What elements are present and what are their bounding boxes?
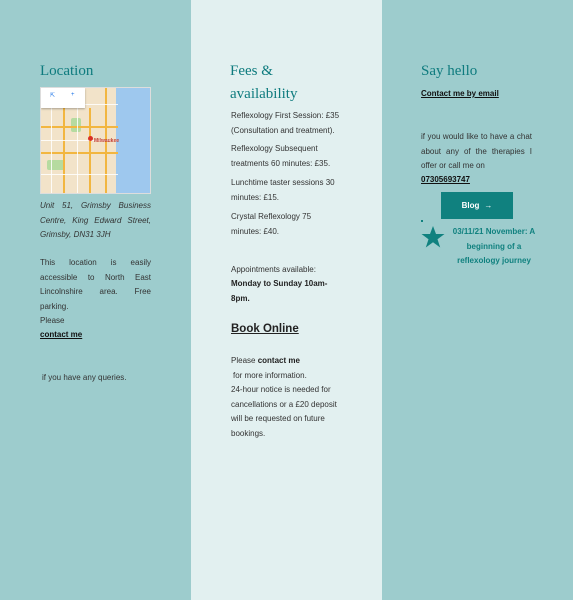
queries-text: if you have any queries. <box>42 373 127 382</box>
map-city-label: Milwaukee <box>94 138 120 144</box>
location-map[interactable] <box>40 87 151 194</box>
map-road <box>89 108 91 194</box>
contact-me-link[interactable]: contact me <box>40 330 83 339</box>
appointments-hours: Monday to Sunday 10am-8pm. <box>231 279 328 303</box>
notice-text: 24-hour notice is needed for cancellations or a £20 deposit will be requested on future bookings. <box>231 385 337 438</box>
access-text: This location is easily accessible to North East Lincolnshire area. Free parking. <box>40 258 151 311</box>
fees-heading-line1: Fees & <box>230 63 273 79</box>
fee-item: Crystal Reflexology 75 minutes: £40. <box>231 212 312 236</box>
map-park <box>71 118 81 132</box>
chat-text: if you would like to have a chat about any of the therapies I offer or call me on <box>421 132 532 170</box>
book-online-link[interactable]: Book Online <box>231 323 299 335</box>
please-contact-block <box>231 354 341 369</box>
fee-item: Reflexology First Session: £35 (Consultation and treatment). <box>231 111 340 135</box>
say-hello-heading: Say hello <box>421 63 478 79</box>
more-info-text: for more information. <box>233 371 307 380</box>
fee-item: Reflexology Subsequent treatments 60 minutes: £35. <box>231 144 331 168</box>
appointments-label: Appointments available: <box>231 265 316 274</box>
map-lake <box>116 88 150 194</box>
blog-button[interactable] <box>441 192 513 219</box>
map-street <box>41 174 118 175</box>
arrow-right-icon: → <box>484 201 493 210</box>
fees-heading-line2: availability <box>230 86 298 102</box>
blog-button-label: Blog <box>461 201 480 210</box>
map-pin-icon <box>88 136 93 141</box>
star-icon <box>421 225 445 249</box>
map-zoom-icon[interactable]: ⇱ <box>50 93 56 99</box>
location-heading: Location <box>40 63 94 79</box>
phone-link[interactable]: 07305693747 <box>421 175 470 184</box>
contact-me-link[interactable]: contact me <box>257 356 300 365</box>
contact-email-link[interactable]: Contact me by email <box>421 89 499 98</box>
fees-heading <box>230 60 297 106</box>
map-zoom-icon[interactable]: + <box>71 92 75 98</box>
address: Unit 51, Grimsby Business Centre, King Edward Street, Grimsby, DN31 3JH <box>40 201 151 239</box>
bullet-dot <box>421 220 423 222</box>
blog-post-link[interactable]: 03/11/21 November: A beginning of a reflexology journey <box>452 227 536 265</box>
please-text: Please <box>231 356 256 365</box>
please-text: Please <box>40 316 65 325</box>
fee-item: Lunchtime taster sessions 30 minutes: £15. <box>231 178 335 202</box>
map-controls[interactable] <box>41 88 85 108</box>
